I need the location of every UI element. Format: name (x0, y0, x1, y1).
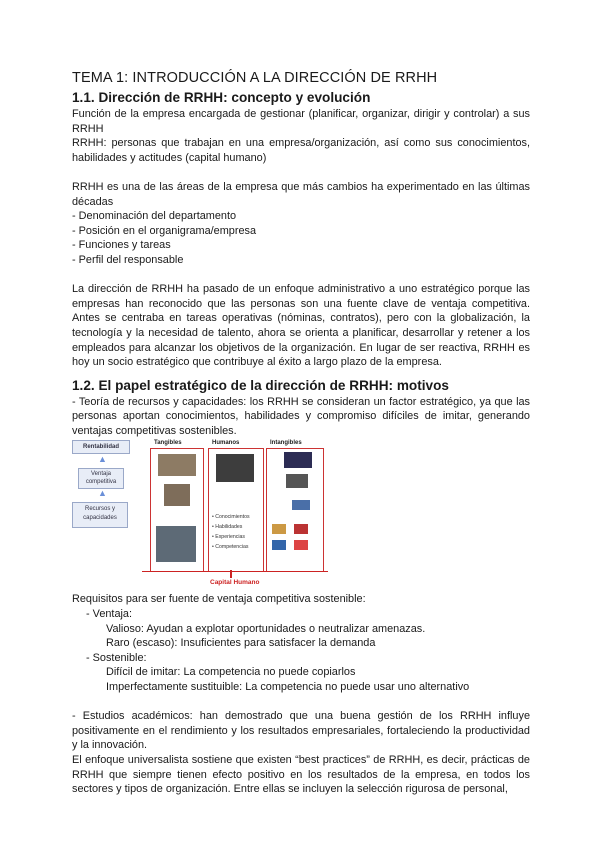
document-page (72, 70, 530, 797)
list-item: - Denominación del departamento (72, 210, 237, 223)
paragraph: - Estudios académicos: han demostrado que una buena gestión de los RRHH influye positivamente en el rendimiento y los resultados empresariales, fortaleciendo la productividad y la innovación. (72, 710, 530, 752)
paragraph: RRHH es una de las áreas de la empresa que más cambios ha experimentado en las últimas décadas (72, 180, 530, 208)
tangibles-image (164, 484, 190, 506)
figure-box-ventaja: Ventaja competitiva (78, 468, 124, 489)
tangibles-image (156, 526, 196, 562)
tangibles-image (158, 454, 196, 476)
requirement-label: - Ventaja: (86, 608, 133, 621)
list-item: - Funciones y tareas (72, 239, 171, 252)
figure-bullet: • Experiencias (212, 534, 245, 541)
figure-col-tangibles: Tangibles (154, 440, 182, 447)
figure-col-intangibles: Intangibles (270, 440, 302, 447)
arrow-up-icon: ▲ (98, 454, 107, 465)
requirement-item: Difícil de imitar: La competencia no puede copiarlos (106, 666, 356, 679)
intangibles-logo (294, 540, 308, 550)
intangibles-logo (286, 474, 308, 488)
arrow-up-icon: ▲ (98, 488, 107, 499)
intangibles-logo (292, 500, 310, 510)
paragraph: RRHH: personas que trabajan en una empresa/organización, así como sus conocimientos, habilidades y actitudes (capital humano) (72, 137, 530, 164)
intangibles-logo (272, 524, 286, 534)
paragraph: Función de la empresa encargada de gestionar (planificar, organizar, dirigir y controlar) a sus RRHH (72, 108, 530, 135)
figure-bullet: • Habilidades (212, 524, 243, 531)
paragraph: Requisitos para ser fuente de ventaja competitiva sostenible: (72, 593, 366, 606)
humanos-image (216, 454, 254, 482)
section-heading-1-1: 1.1. Dirección de RRHH: concepto y evolución (72, 90, 371, 105)
intangibles-logo (284, 452, 312, 468)
figure-col-humanos: Humanos (212, 440, 240, 447)
figure-bullet: • Conocimientos (212, 514, 250, 521)
requirement-item: Imperfectamente sustituible: La competencia no puede usar uno alternativo (106, 681, 470, 694)
intangibles-logo (272, 540, 286, 550)
paragraph: - Teoría de recursos y capacidades: los RRHH se consideran un factor estratégico, ya que las personas aportan conocimientos, habilidades y compromiso difíciles de imitar, generando ventajas competitivas sostenibles. (72, 395, 530, 437)
paragraph: La dirección de RRHH ha pasado de un enfoque administrativo a uno estratégico porque las empresas han reconocido que las personas son una fuente clave de ventaja competitiva. Antes se centraba en tareas operativas (nóminas, contratos), pero con la globalización, la tecnología y la necesidad de talento, ahora se orienta a planificar, desarrollar y retener a los empleados para alcanzar los objetivos de la organización. En lugar de ser reactiva, RRHH es hoy un socio estratégico que contribuye al éxito a largo plazo de la empresa. (72, 283, 530, 369)
requirement-item: Raro (escaso): Insuficientes para satisfacer la demanda (106, 637, 376, 650)
figure-caption: Capital Humano (210, 579, 260, 587)
section-heading-1-2: 1.2. El papel estratégico de la dirección de RRHH: motivos (72, 377, 449, 393)
list-item: - Posición en el organigrama/empresa (72, 224, 257, 237)
requirement-label: - Sostenible: (86, 651, 147, 664)
figure-box-recursos: Recursos y capacidades (72, 502, 128, 528)
requirement-item: Valioso: Ayudan a explotar oportunidades o neutralizar amenazas. (106, 622, 426, 635)
list-item: - Perfil del responsable (72, 253, 184, 266)
capital-humano-figure (72, 440, 330, 588)
paragraph: El enfoque universalista sostiene que existen “best practices” de RRHH, es decir, prácticas de RRHH que siempre tienen efecto positivo en los resultados de la empresa, en todos los sectores y tipos de organización. Entre ellas se incluyen la selección rigurosa de personal, (72, 754, 530, 796)
figure-box-rentabilidad: Rentabilidad (72, 440, 130, 454)
intangibles-logo (294, 524, 308, 534)
document-title: TEMA 1: INTRODUCCIÓN A LA DIRECCIÓN DE RRHH (72, 70, 438, 86)
figure-bullet: • Competencias (212, 544, 249, 551)
